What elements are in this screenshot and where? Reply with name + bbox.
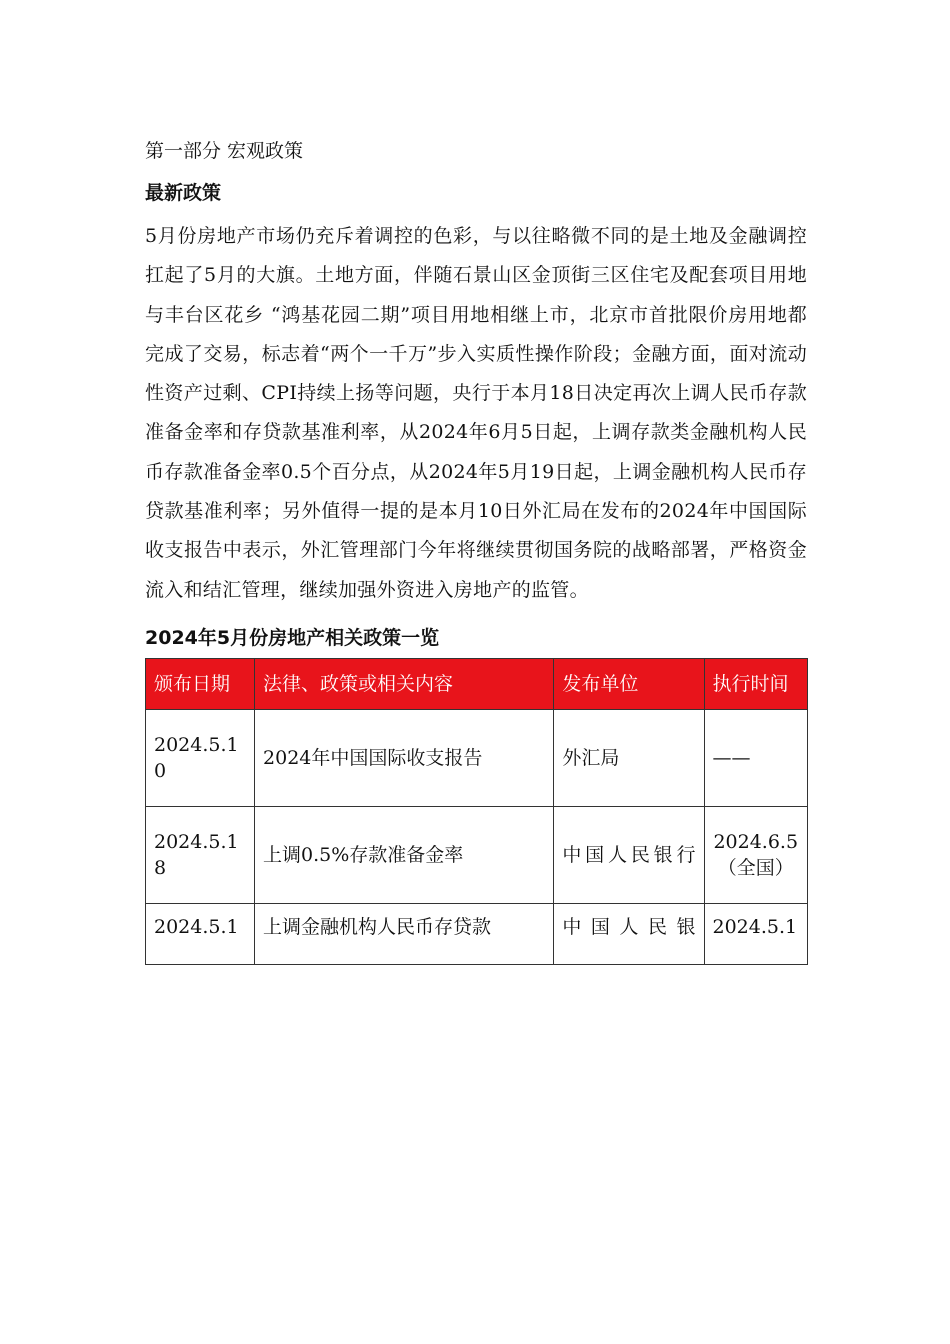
cell-unit: 中国人民银行	[554, 806, 704, 903]
header-exec: 执行时间	[704, 658, 808, 709]
cell-date: 2024.5.1	[146, 903, 255, 964]
header-content: 法律、政策或相关内容	[255, 658, 554, 709]
section-title: 最新政策	[145, 182, 222, 204]
policy-table	[145, 658, 808, 965]
body-paragraph: 5月份房地产市场仍充斥着调控的色彩，与以往略微不同的是土地及金融调控扛起了5月的大旗。土地方面，伴随石景山区金顶街三区住宅及配套项目用地与丰台区花乡 “鸿基花园二期”项目用地相继上市，北京市首批限价房用地都完成了交易，标志着“两个一千万”步入实质性操作阶段；金融方面，面对流动性资产过剩、CPI持续上扬等问题，央行于本月18日决定再次上调人民币存款准备金率和存贷款基准利率，从2024年6月5日起，上调存款类金融机构人民币存款准备金率0.5个百分点，从2024年5月19日起，上调金融机构人民币存贷款基准利率；另外值得一提的是本月10日外汇局在发布的2024年中国国际收支报告中表示，外汇管理部门今年将继续贯彻国务院的战略部署，严格资金流入和结汇管理，继续加强外资进入房地产的监管。	[145, 225, 807, 601]
table-row	[146, 903, 808, 964]
table-row	[146, 709, 808, 806]
cell-date: 2024.5.10	[146, 709, 255, 806]
cell-exec: 2024.6.5（全国）	[704, 806, 808, 903]
part-title: 第一部分 宏观政策	[145, 140, 304, 162]
cell-content: 上调0.5%存款准备金率	[255, 806, 554, 903]
cell-content: 2024年中国国际收支报告	[255, 709, 554, 806]
cell-exec: 2024.5.1	[704, 903, 808, 964]
header-date: 颁布日期	[146, 658, 255, 709]
cell-date: 2024.5.18	[146, 806, 255, 903]
document-page	[145, 135, 807, 965]
header-unit: 发布单位	[554, 658, 704, 709]
cell-content: 上调金融机构人民币存贷款	[255, 903, 554, 964]
table-row	[146, 806, 808, 903]
cell-exec: ——	[704, 709, 808, 806]
table-header-row	[146, 658, 808, 709]
cell-unit: 中国人民银	[554, 903, 704, 964]
table-title: 2024年5月份房地产相关政策一览	[145, 626, 440, 649]
cell-unit: 外汇局	[554, 709, 704, 806]
